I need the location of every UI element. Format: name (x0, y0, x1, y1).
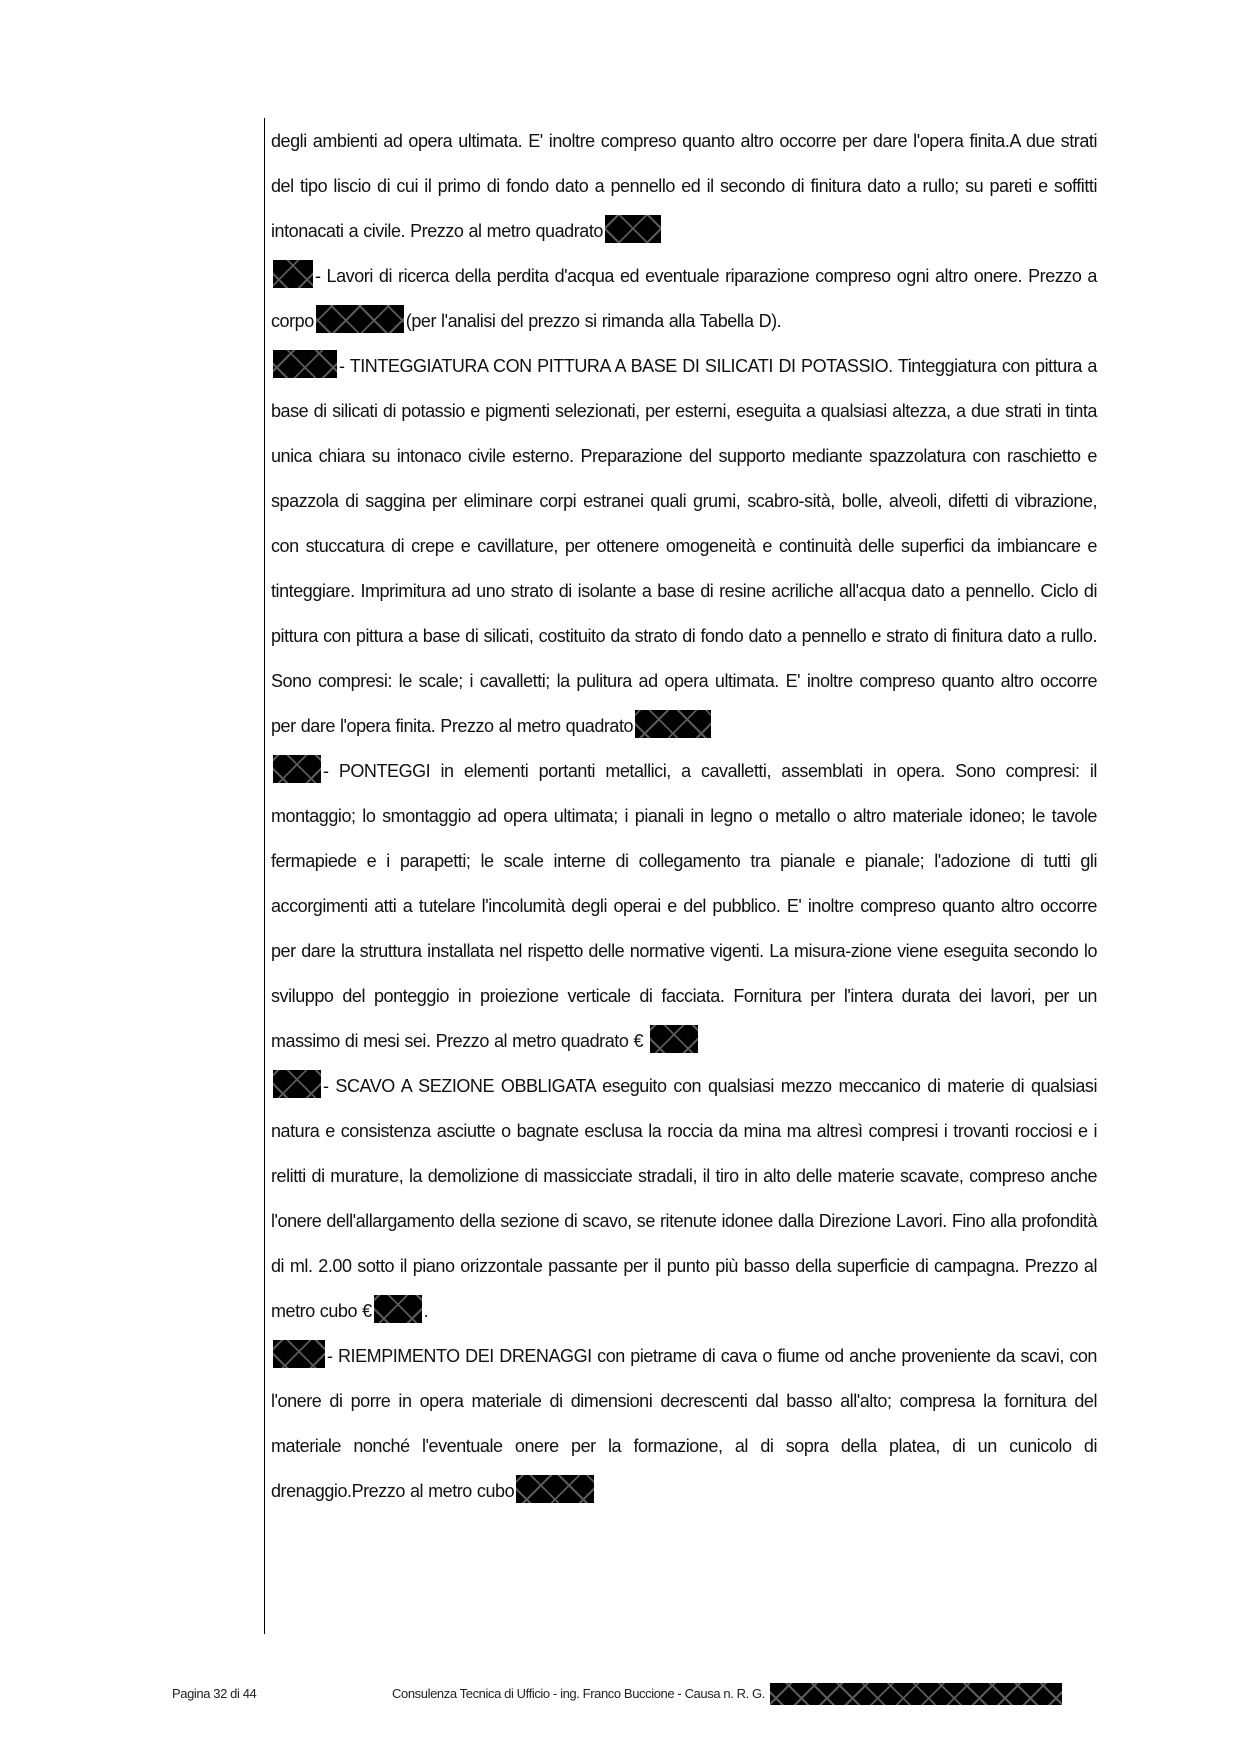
left-margin-rule (264, 118, 265, 1634)
paragraph-painting-end: degli ambienti ad opera ultimata. E' inoltre compreso quanto altro occorre per dare l'opera finita.A due strati del tipo liscio di cui il primo di fondo dato a pennello ed il secondo di finitura dato a rullo; su pareti e soffitti intonacati a civile. Prezzo al metro quadrato (271, 131, 1097, 241)
redacted-item-code (273, 755, 321, 783)
footer-credit: Consulenza Tecnica di Ufficio - ing. Franco Buccione - Causa n. R. G. (392, 1686, 765, 1701)
page-footer (0, 1683, 1240, 1707)
page-number: Pagina 32 di 44 (172, 1686, 257, 1701)
redacted-item-code (273, 350, 337, 378)
redacted-price (605, 215, 661, 243)
paragraph-leak-repair: - Lavori di ricerca della perdita d'acqua ed eventuale riparazione compreso ogni altro onere. Prezzo a corpo (per l'analisi del prezzo si rimanda alla Tabella D). (271, 254, 1097, 344)
redacted-price (374, 1295, 422, 1323)
redacted-item-code (273, 1070, 321, 1098)
document-body (271, 119, 1097, 1514)
redacted-item-code (273, 260, 313, 288)
redacted-price (516, 1475, 594, 1503)
paragraph-excavation: - SCAVO A SEZIONE OBBLIGATA eseguito con qualsiasi mezzo meccanico di materie di qualsiasi natura e consistenza asciutte o bagnate esclusa la roccia da mina ma altresì compresi i trovanti rocciosi e i relitti di murature, la demolizione di massicciate stradali, il tiro in alto delle materie scavate, compreso anche l'onere dell'allargamento della sezione di scavo, se ritenute idonee dalla Direzione Lavori. Fino alla profondità di ml. 2.00 sotto il piano orizzontale passante per il punto più basso della superficie di campagna. Prezzo al metro cubo € . (271, 1064, 1097, 1334)
redacted-price (316, 305, 404, 333)
paragraph-drainage-fill: - RIEMPIMENTO DEI DRENAGGI con pietrame di cava o fiume od anche proveniente da scavi, con l'onere di porre in opera materiale di dimensioni decrescenti dal basso all'alto; compresa la fornitura del materiale nonché l'eventuale onere per la formazione, al di sopra della platea, di un cunicolo di drenaggio.Prezzo al metro cubo (271, 1334, 1097, 1514)
redacted-price (650, 1025, 698, 1053)
redacted-item-code (273, 1340, 325, 1368)
paragraph-scaffolding: - PONTEGGI in elementi portanti metallici, a cavalletti, assemblati in opera. Sono compresi: il montaggio; lo smontaggio ad opera ultimata; i pianali in legno o metallo o altro materiale idoneo; le tavole fermapiede e i parapetti; le scale interne di collegamento tra pianale e pianale; l'adozione di tutti gli accorgimenti atti a tutelare l'incolumità degli operai e del pubblico. E' inoltre compreso quanto altro occorre per dare la struttura installata nel rispetto delle normative vigenti. La misura-zione viene eseguita secondo lo sviluppo del ponteggio in proiezione verticale di facciata. Fornitura per l'intera durata dei lavori, per un massimo di mesi sei. Prezzo al metro quadrato € (271, 749, 1097, 1064)
redacted-case-number (770, 1683, 1062, 1705)
paragraph-silicate-painting: - TINTEGGIATURA CON PITTURA A BASE DI SILICATI DI POTASSIO. Tinteggiatura con pittura a base di silicati di potassio e pigmenti selezionati, per esterni, eseguita a qualsiasi altezza, a due strati in tinta unica chiara su intonaco civile esterno. Preparazione del supporto mediante spazzolatura con raschietto e spazzola di saggina per eliminare corpi estranei quali grumi, scabro-sità, bolle, alveoli, difetti di vibrazione, con stuccatura di crepe e cavillature, per ottenere omogeneità e continuità delle superfici da imbiancare e tinteggiare. Imprimitura ad uno strato di isolante a base di resine acriliche all'acqua dato a pennello. Ciclo di pittura con pittura a base di silicati, costituito da strato di fondo dato a pennello e strato di finitura dato a rullo. Sono compresi: le scale; i cavalletti; la pulitura ad opera ultimata. E' inoltre compreso quanto altro occorre per dare l'opera finita. Prezzo al metro quadrato (271, 344, 1097, 749)
redacted-price (635, 710, 711, 738)
